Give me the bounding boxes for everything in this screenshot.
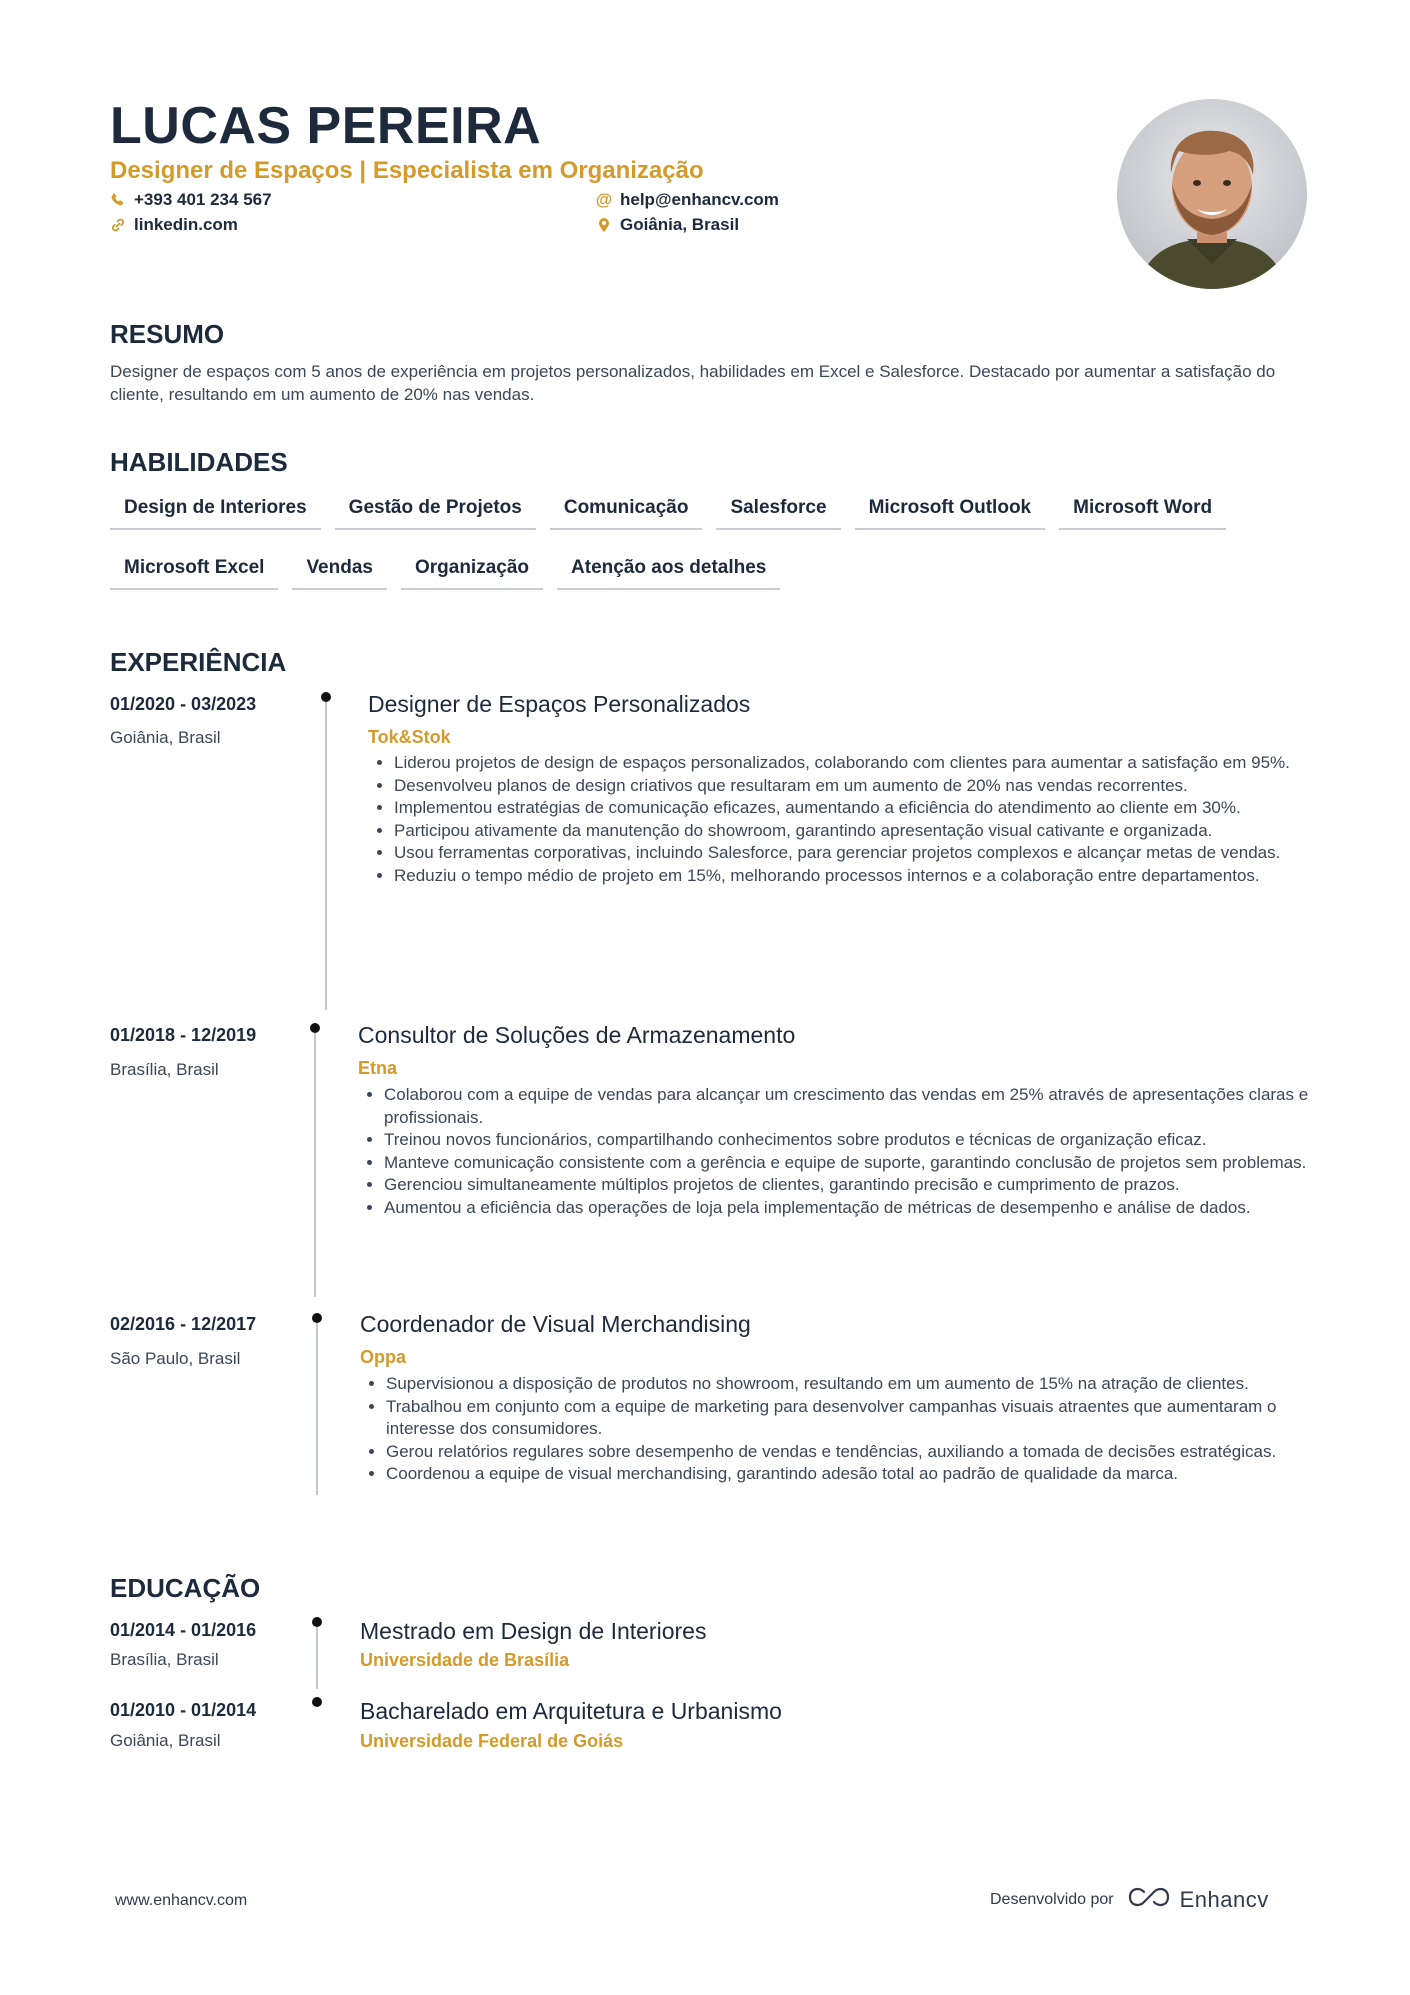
- job-bullets: [358, 1084, 1334, 1220]
- skill-tag: Gestão de Projetos: [335, 490, 536, 530]
- job-bullet: • Gerou relatórios regulares sobre desempenho de vendas e tendências, auxiliando a tomada de decisões estratégicas.: [386, 1441, 1336, 1464]
- timeline-dot: [321, 692, 331, 702]
- timeline-dot: [312, 1617, 322, 1627]
- job-bullet: • Reduziu o tempo médio de projeto em 15%, melhorando processos internos e a colaboração entre departamentos.: [394, 865, 1334, 888]
- location-pin-icon: [596, 217, 612, 233]
- job-location: Goiânia, Brasil: [110, 728, 221, 747]
- phone-text: +393 401 234 567: [134, 190, 272, 209]
- brand-name: Enhancv: [1179, 1886, 1269, 1912]
- job-company: Oppa: [360, 1347, 407, 1367]
- job-bullet: • Desenvolveu planos de design criativos que resultaram em um aumento de 20% nas vendas recorrentes.: [394, 775, 1334, 798]
- job-bullet: • Manteve comunicação consistente com a gerência e equipe de suporte, garantindo conclusão de projetos sem problemas.: [384, 1152, 1334, 1175]
- email-text[interactable]: help@enhancv.com: [620, 190, 779, 209]
- location-text: Goiânia, Brasil: [620, 215, 740, 234]
- skill-tag: Organização: [401, 550, 543, 590]
- contact-linkedin[interactable]: [110, 214, 238, 236]
- skills-list: [110, 490, 1330, 590]
- job-bullet: • Gerenciou simultaneamente múltiplos projetos de clientes, garantindo precisão e cumprimento de prazos.: [384, 1174, 1334, 1197]
- job-bullets: [360, 1373, 1336, 1486]
- job-bullet: • Coordenou a equipe de visual merchandising, garantindo adesão total ao padrão de qualidade da marca.: [386, 1463, 1336, 1486]
- experience-heading: EXPERIÊNCIA: [110, 647, 287, 677]
- timeline-line: [314, 1033, 316, 1297]
- edu-dates: 01/2010 - 01/2014: [110, 1700, 257, 1720]
- job-bullet: • Supervisionou a disposição de produtos no showroom, resultando em um aumento de 15% na atração de clientes.: [386, 1373, 1336, 1396]
- job-bullet: • Usou ferramentas corporativas, incluindo Salesforce, para gerenciar projetos complexos e alcançar metas de vendas.: [394, 842, 1334, 865]
- skill-tag: Microsoft Excel: [110, 550, 278, 590]
- job-location: Brasília, Brasil: [110, 1060, 219, 1079]
- edu-degree: Bacharelado em Arquitetura e Urbanismo: [360, 1698, 782, 1724]
- job-dates: 02/2016 - 12/2017: [110, 1314, 257, 1334]
- skill-tag: Microsoft Outlook: [855, 490, 1046, 530]
- timeline-line: [316, 1627, 318, 1689]
- job-bullet: • Aumentou a eficiência das operações de loja pela implementação de métricas de desempenho e análise de dados.: [384, 1197, 1334, 1220]
- job-bullet: • Participou ativamente da manutenção do showroom, garantindo apresentação visual cativante e organizada.: [394, 820, 1334, 843]
- at-icon: @: [595, 190, 613, 209]
- job-bullet: • Liderou projetos de design de espaços personalizados, colaborando com clientes para aumentar a satisfação em 95%.: [394, 752, 1334, 775]
- contact-location: [596, 214, 739, 236]
- footer-branding: [990, 1884, 1269, 1915]
- timeline-dot: [312, 1697, 322, 1707]
- job-bullet: • Trabalhou em conjunto com a equipe de marketing para desenvolver campanhas visuais atraentes que aumentaram o interesse dos consumidores.: [386, 1396, 1336, 1441]
- timeline-line: [325, 702, 327, 1010]
- edu-dates: 01/2014 - 01/2016: [110, 1620, 257, 1640]
- footer-website[interactable]: www.enhancv.com: [115, 1892, 248, 1909]
- skills-heading: HABILIDADES: [110, 447, 288, 477]
- job-bullet: • Implementou estratégias de comunicação eficazes, aumentando a eficiência do atendimento ao cliente em 30%.: [394, 797, 1334, 820]
- phone-icon: [110, 192, 126, 208]
- job-title: Coordenador de Visual Merchandising: [360, 1311, 751, 1337]
- job-company: Tok&Stok: [368, 727, 451, 747]
- edu-degree: Mestrado em Design de Interiores: [360, 1618, 707, 1644]
- skill-tag: Salesforce: [716, 490, 840, 530]
- skill-tag: Atenção aos detalhes: [557, 550, 780, 590]
- timeline-dot: [310, 1023, 320, 1033]
- enhancv-logo-icon: [1126, 1884, 1172, 1915]
- candidate-title: Designer de Espaços | Especialista em Organização: [110, 157, 704, 184]
- job-bullet: • Treinou novos funcionários, compartilhando conhecimentos sobre produtos e técnicas de organização eficaz.: [384, 1129, 1334, 1152]
- edu-school: Universidade de Brasília: [360, 1650, 570, 1670]
- linkedin-text[interactable]: linkedin.com: [134, 215, 238, 234]
- skill-tag: Comunicação: [550, 490, 703, 530]
- summary-text: Designer de espaços com 5 anos de experiência em projetos personalizados, habilidades em Excel e Salesforce. Destacado por aumentar a satisfação do cliente, resultando em um aumento de 20% nas vendas.: [110, 362, 1276, 404]
- job-title: Designer de Espaços Personalizados: [368, 691, 751, 717]
- job-dates: 01/2020 - 03/2023: [110, 694, 257, 714]
- job-bullets: [368, 752, 1334, 888]
- link-icon: [110, 217, 126, 233]
- candidate-name: LUCAS PEREIRA: [110, 97, 542, 155]
- edu-location: Brasília, Brasil: [110, 1650, 219, 1669]
- skill-tag: Microsoft Word: [1059, 490, 1226, 530]
- edu-location: Goiânia, Brasil: [110, 1731, 221, 1750]
- edu-school: Universidade Federal de Goiás: [360, 1731, 624, 1751]
- contact-email[interactable]: [596, 189, 779, 211]
- job-location: São Paulo, Brasil: [110, 1349, 241, 1368]
- built-by-label: Desenvolvido por: [990, 1890, 1114, 1908]
- skill-tag: Vendas: [292, 550, 387, 590]
- job-dates: 01/2018 - 12/2019: [110, 1025, 257, 1045]
- job-company: Etna: [358, 1058, 398, 1078]
- job-bullet: • Colaborou com a equipe de vendas para alcançar um crescimento das vendas em 25% através de apresentações claras e profissionais.: [384, 1084, 1334, 1129]
- timeline-dot: [312, 1313, 322, 1323]
- summary-heading: RESUMO: [110, 319, 225, 349]
- education-heading: EDUCAÇÃO: [110, 1573, 261, 1603]
- profile-photo: [1117, 99, 1307, 289]
- timeline-line: [316, 1323, 318, 1495]
- contact-phone: [110, 189, 272, 211]
- skill-tag: Design de Interiores: [110, 490, 321, 530]
- job-title: Consultor de Soluções de Armazenamento: [358, 1022, 796, 1048]
